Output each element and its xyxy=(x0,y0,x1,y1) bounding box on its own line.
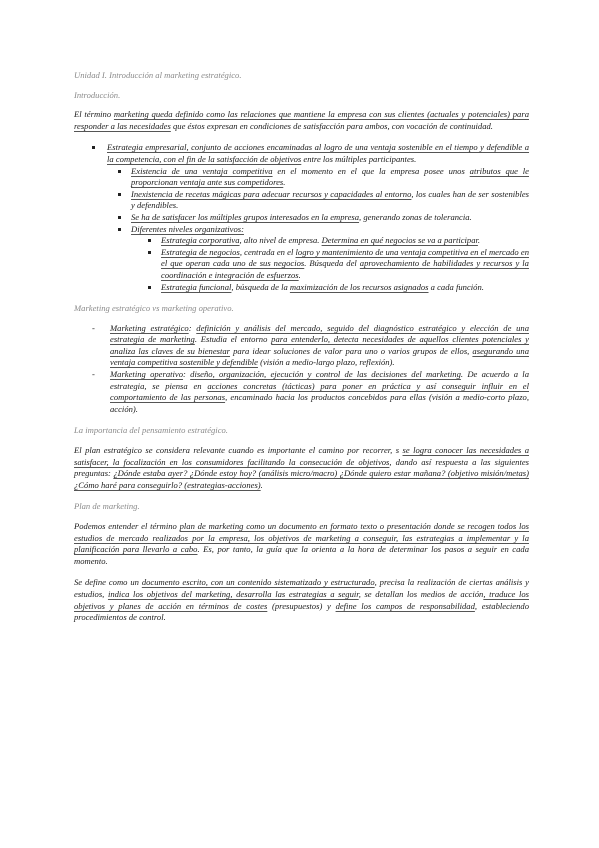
text-run: . xyxy=(298,269,301,280)
text-run: , búsqueda de la xyxy=(231,281,290,292)
list-item xyxy=(115,166,529,189)
text-run: a cada función. xyxy=(428,281,484,292)
text-run: . xyxy=(283,177,286,188)
plan-paragraph-1 xyxy=(74,521,529,567)
list-item-levels xyxy=(115,224,529,294)
list-item xyxy=(74,323,529,369)
text-run: . xyxy=(260,479,263,490)
underlined-run: , traduce los objetivos y planes de acción en términos de costes xyxy=(74,588,529,611)
list-item xyxy=(115,212,529,224)
underlined-run: define los campos de responsabilidad xyxy=(335,600,475,611)
underlined-run: Marketing operativo xyxy=(110,369,184,380)
importance-paragraph xyxy=(74,445,529,491)
underlined-run: Se ha de satisfacer los múltiples grupos interesados en la empresa xyxy=(131,211,360,222)
text-run: que éstos expresan en condiciones de satisfacción para ambos, con vocación de continuidad. xyxy=(170,120,493,131)
list-item-strategy xyxy=(74,142,529,293)
text-run: Se define como un xyxy=(74,577,142,588)
underlined-run: para entenderlo, detecta necesidades de aquellos clientes potenciales y analiza las claves de su bienestar xyxy=(110,334,530,356)
underlined-run: marketing queda definido como las relaciones que mantiene la empresa con sus clientes (actuales y potenciales) para responder a las necesidades xyxy=(74,109,529,131)
plan-paragraph-2 xyxy=(74,577,529,623)
document-page xyxy=(74,70,529,624)
underlined-run: Marketing estratégico xyxy=(110,322,189,333)
text-run: , precisa la realización de ciertas análisis y estudios, xyxy=(74,577,529,599)
strategy-list xyxy=(74,142,529,293)
text-run: , se detallan los medios de acción xyxy=(358,588,484,599)
underlined-run: logro y mantenimiento de una ventaja competitiva en el mercado en el que operan cada uno de sus negocios xyxy=(161,246,529,269)
underlined-run: maximización de los recursos asignados xyxy=(289,281,429,292)
text-run: entre los múltiples participantes. xyxy=(301,153,417,164)
text-run: , generando zonas de tolerancia. xyxy=(359,211,472,222)
underlined-run: Diferentes niveles organizativos: xyxy=(131,223,244,234)
text-run: en el momento en el que la empresa posee unos xyxy=(272,165,470,176)
intro-paragraph xyxy=(74,109,529,132)
text-run: El plan estratégico se considera relevante cuando es importante el camino por recorrer, s xyxy=(74,445,403,456)
text-run: : xyxy=(183,369,191,380)
list-item xyxy=(145,247,529,282)
underlined-run: asegurando una ventaja competitiva sostenible y defendible xyxy=(110,345,529,368)
underlined-run: Estrategia empresarial xyxy=(107,142,187,153)
underlined-run: Existencia de una ventaja competitiva xyxy=(131,165,273,176)
list-item xyxy=(115,189,529,212)
underlined-run: Estrategia funcional xyxy=(161,281,232,292)
text-run: (visión a medio-largo plazo, reflexión). xyxy=(257,357,395,368)
text-run: , los cuales han de ser sostenibles y defendibles. xyxy=(131,188,529,211)
underlined-run: plan de marketing como un documento en formato texto o presentación donde se recogen todos los estudios de mercado realizados por la empresa, los objetivos de marketing a conseguir, las estrategias a implementar y la planificación para llevarlo a cabo xyxy=(74,521,529,555)
list-item xyxy=(74,369,529,415)
underlined-run: aprovechamiento de habilidades y recursos y la coordinación e integración de esfuerzos xyxy=(161,258,529,280)
underlined-run: se logra conocer las necesidades a satisfacer, la focalización en los consumidores facilitando la consecución de objetivos xyxy=(74,445,529,467)
underlined-run: Estrategia corporativa xyxy=(161,235,240,246)
text-run: El término xyxy=(74,109,114,120)
underlined-run: indica los objetivos del marketing, desarrolla las estrategias a seguir xyxy=(107,588,359,599)
marketing-heading: Marketing estratégico vs marketing operativo. xyxy=(74,303,234,314)
text-run: . Estudia el entorno xyxy=(194,334,272,345)
text-run: , estableciendo procedimientos de control. xyxy=(74,600,530,623)
intro-heading: Introducción. xyxy=(74,89,121,100)
underlined-run: Estrategia de negocios xyxy=(161,246,240,257)
underlined-run: ¿Dónde estaba ayer? ¿Dónde estoy hoy? (análisis micro/macro) ¿Dónde quiero estar mañana? (objetivo misión/metas) ¿Cómo haré para conseguirlo? (estrategias-acciones) xyxy=(74,468,529,490)
text-run: . Búsqueda del xyxy=(304,258,360,269)
text-run: : xyxy=(188,322,197,333)
text-run: , centrada en el xyxy=(239,246,296,257)
underlined-run: Determina en qué negocios se va a participar xyxy=(321,235,478,246)
underlined-run: documento escrito, con un contenido sistematizado y estructurado xyxy=(141,577,375,588)
text-run: , alto nivel de empresa. xyxy=(239,235,322,246)
underlined-run: diseño, organización, ejecución y control de las decisiones del marketing xyxy=(190,369,461,380)
text-run: . Es, por tanto, la guía que la orienta a la hora de determinar los pasos a seguir en cada momento. xyxy=(74,544,529,566)
underlined-run: definición y análisis del mercado, seguido del diagnóstico estratégico y elección de una estrategia de marketing xyxy=(110,322,529,345)
text-run: para idear soluciones de valor para uno o varios grupos de ellos, xyxy=(230,345,473,356)
text-run: , encaminado hacia los productos concebidos para ellas (visión a medio-corto plazo, acción). xyxy=(110,392,529,414)
text-run: (presupuestos) y xyxy=(267,600,336,611)
levels-sublist xyxy=(145,235,529,293)
list-item xyxy=(145,235,529,247)
underlined-run: , conjunto de acciones encaminadas al logro de una ventaja sostenible en el tiempo y defendible a la competencia, con el fin de la satisfacción de objetivos xyxy=(107,142,530,164)
plan-heading: Plan de marketing. xyxy=(74,501,140,512)
text-run: . xyxy=(477,235,481,246)
text-run: , dando así respuesta a las siguientes preguntas: xyxy=(74,456,529,479)
importance-heading: La importancia del pensamiento estratégico. xyxy=(74,425,228,436)
text-run: Podemos entender el término xyxy=(74,521,180,531)
list-item xyxy=(145,282,529,294)
underlined-run: atributos que le proporcionan ventaja ante sus competidores xyxy=(131,165,529,188)
underlined-run: Inexistencia de recetas mágicas para adecuar recursos y capacidades al entorno xyxy=(131,188,412,199)
unit-title: Unidad I. Introducción al marketing estratégico. xyxy=(74,70,242,80)
strategy-sublist xyxy=(115,166,529,294)
marketing-list xyxy=(74,323,529,416)
underlined-run: acciones concretas (tácticas) para poner en práctica y así conseguir influir en el comportamiento de las personas xyxy=(110,380,529,403)
text-run: . De acuerdo a la estrategia, se piensa en xyxy=(110,369,529,391)
